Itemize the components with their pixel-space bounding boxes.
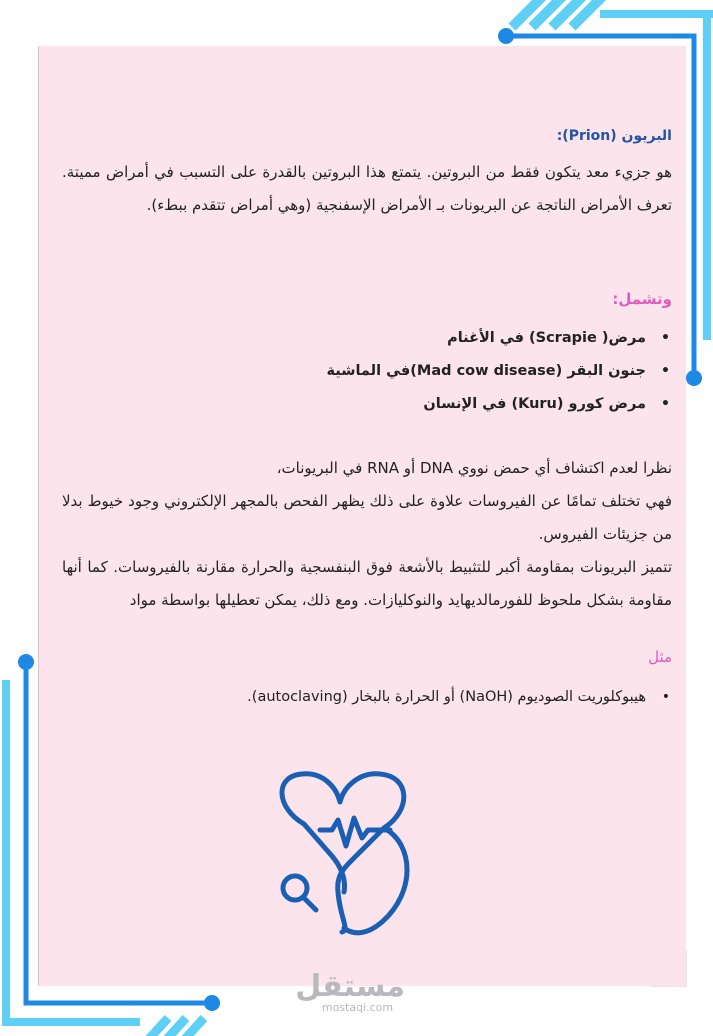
frame-node xyxy=(498,28,514,44)
prion-properties-paragraph xyxy=(62,452,672,617)
frame-node xyxy=(204,995,220,1011)
list-item: • جنون البقر (Mad cow disease)في الماشية xyxy=(327,355,646,388)
frame-node xyxy=(686,370,702,386)
list-item: • هيبوكلوريت الصوديوم (NaOH) أو الحرارة بالبخار (autoclaving). xyxy=(247,681,646,714)
top-right-stripes xyxy=(512,0,607,27)
heart-stethoscope-icon xyxy=(272,768,436,940)
examples-list xyxy=(247,681,672,714)
list-item: • مرض كورو (Kuru) في الإنسان xyxy=(327,388,646,421)
watermark-url: mostaqi.com xyxy=(321,1001,394,1014)
paragraph-line: فهي تختلف تمامًا عن الفيروسات علاوة على ذلك يظهر الفحص بالمجهر الإلكتروني وجود خيوط بدلا من جزيئات الفيروس. xyxy=(62,492,672,543)
paragraph-line: تتميز البريونات بمقاومة أكبر للتثبيط بالأشعة فوق البنفسجية والحرارة مقارنة بالفيروسات. كما أنها مقاومة بشكل ملحوظ للفورمالديهايد والنوكليازات. ومع ذلك، يمكن تعطيلها بواسطة مواد xyxy=(62,558,672,609)
diseases-list xyxy=(327,322,672,421)
list-item: • مرض( Scrapie) في الأغنام xyxy=(327,322,646,355)
mostaql-watermark xyxy=(295,969,405,1014)
example-heading: مثل xyxy=(648,648,672,666)
bottom-left-stripes xyxy=(148,1018,204,1036)
prion-heading: البريون (Prion): xyxy=(556,128,672,144)
includes-heading: وتشمل: xyxy=(612,290,672,308)
frame-node xyxy=(18,654,34,670)
prion-definition-paragraph: هو جزيء معد يتكون فقط من البروتين. يتمتع هذا البروتين بالقدرة على التسبب في أمراض مميتة. تعرف الأمراض الناتجة عن البريونات بـ الأمراض الإسفنجية (وهي أمراض تتقدم ببطء). xyxy=(62,163,672,214)
watermark-logo-text: مستقل xyxy=(295,969,405,1004)
paragraph-line: نظرا لعدم اكتشاف أي حمض نووي DNA أو RNA في البريونات، xyxy=(276,459,672,477)
